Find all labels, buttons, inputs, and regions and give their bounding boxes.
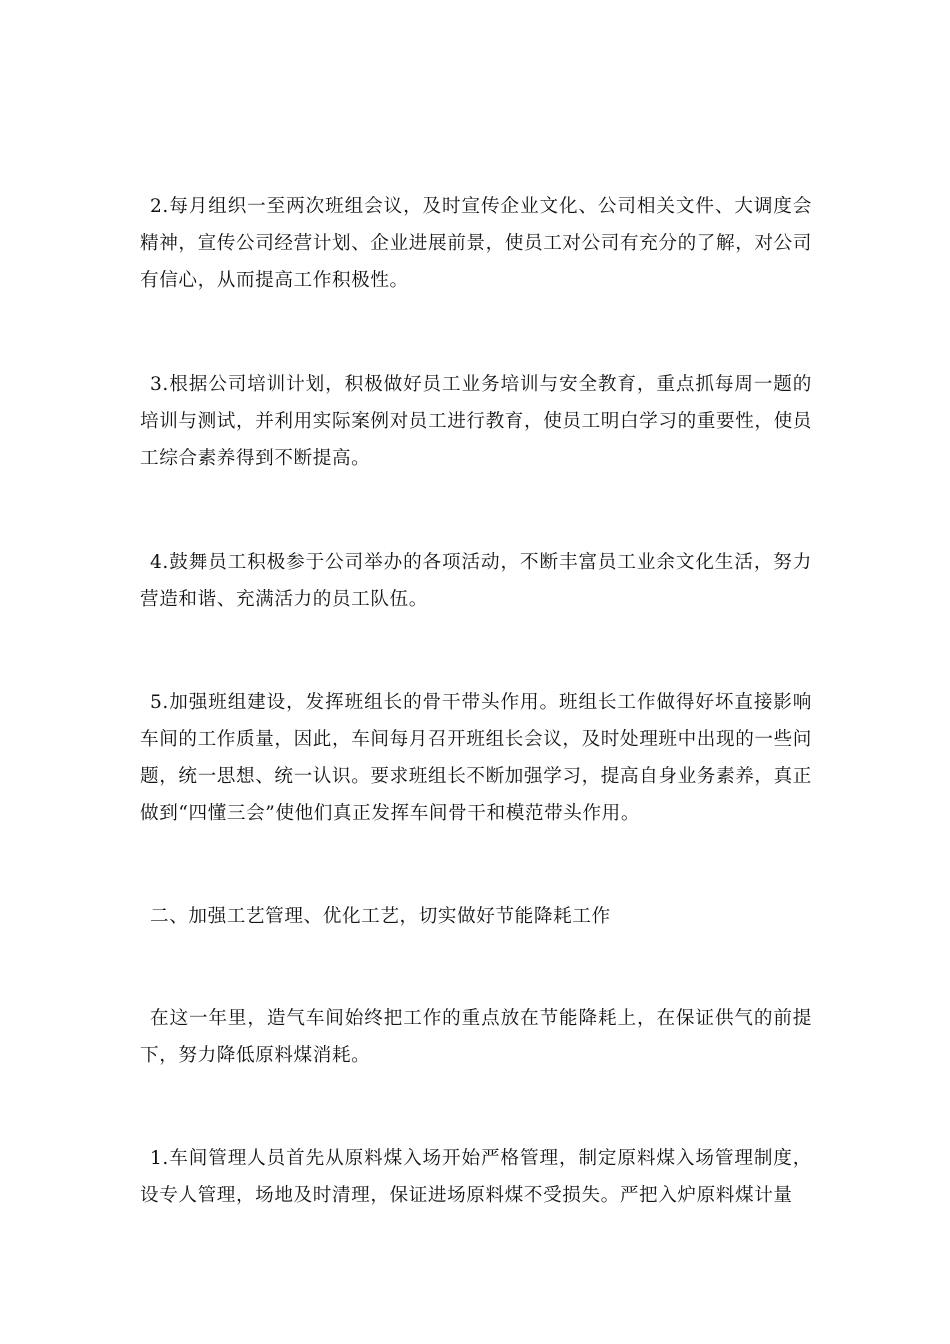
paragraph-item-4: 4.鼓舞员工积极参于公司举办的各项活动，不断丰富员工业余文化生活，努力营造和谐、充满活力的员工队伍。: [140, 552, 812, 610]
section-heading-2: 二、加强工艺管理、优化工艺，切实做好节能降耗工作: [150, 906, 611, 927]
paragraph-item-5: 5.加强班组建设，发挥班组长的骨干带头作用。班组长工作做得好坏直接影响车间的工作质量，因此，车间每月召开班组长会议，及时处理班中出现的一些问题，统一思想、统一认识。要求班组长不断加强学习，提高自身业务素养，真正做到“四懂三会”使他们真正发挥车间骨干和模范带头作用。: [140, 692, 812, 824]
paragraph-item-2: 2.每月组织一至两次班组会议，及时宣传企业文化、公司相关文件、大调度会精神，宣传公司经营计划、企业进展前景，使员工对公司有充分的了解，对公司有信心，从而提高工作积极性。: [140, 196, 812, 291]
paragraph-item-1: 1.车间管理人员首先从原料煤入场开始严格管理，制定原料煤入场管理制度，设专人管理，场地及时清理，保证进场原料煤不受损失。严把入炉原料煤计量: [140, 1148, 812, 1206]
section-intro-paragraph: 在这一年里，造气车间始终把工作的重点放在节能降耗上，在保证供气的前提下，努力降低原料煤消耗。: [140, 1008, 812, 1066]
paragraph-item-3: 3.根据公司培训计划，积极做好员工业务培训与安全教育，重点抓每周一题的培训与测试，并利用实际案例对员工进行教育，使员工明白学习的重要性，使员工综合素养得到不断提高。: [140, 374, 812, 469]
